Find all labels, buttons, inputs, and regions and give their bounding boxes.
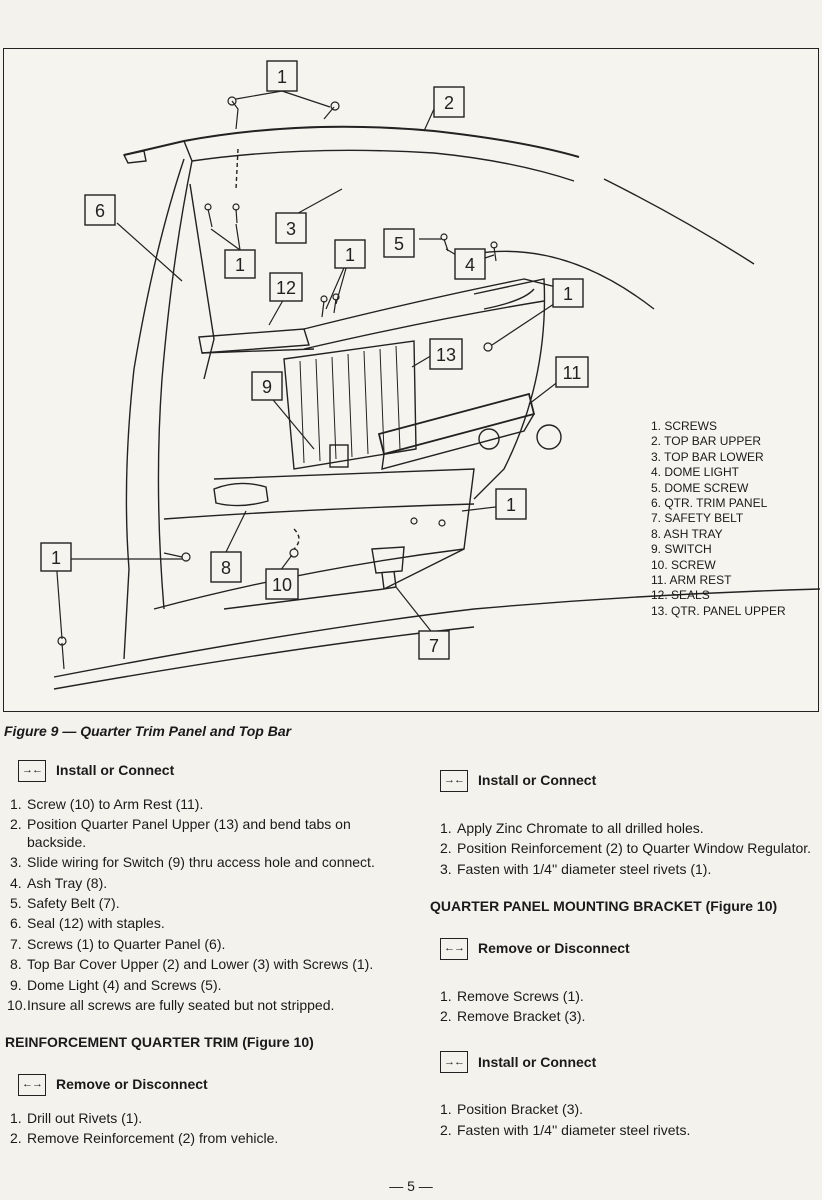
install-connect-icon: →← (18, 760, 46, 782)
callout-3 (276, 213, 306, 243)
svg-text:7: 7 (428, 636, 440, 656)
svg-text:1: 1 (234, 255, 246, 275)
install-or-connect-header-2 (440, 1051, 818, 1073)
svg-text:10: 10 (271, 575, 293, 595)
list-item: 7. Screws (1) to Quarter Panel (6). (10, 935, 226, 952)
legend-item: 4. DOME LIGHT (651, 465, 740, 480)
svg-text:1: 1 (50, 548, 62, 568)
figure-legend (651, 419, 786, 619)
bracket-heading: QUARTER PANEL MOUNTING BRACKET (Figure 10) (430, 898, 778, 915)
list-item: 6. Seal (12) with staples. (10, 915, 165, 932)
legend-item: 5. DOME SCREW (651, 480, 749, 495)
callout-8 (211, 552, 241, 582)
remove-or-disconnect-header (18, 1074, 402, 1096)
list-item: 3. Slide wiring for Switch (9) thru access hole and connect. (10, 854, 375, 871)
legend-item: 3. TOP BAR LOWER (651, 449, 764, 464)
callout-6 (85, 195, 115, 225)
svg-text:8: 8 (220, 558, 232, 578)
legend-item: 13. QTR. PANEL UPPER (651, 603, 786, 618)
svg-text:1: 1 (344, 245, 356, 265)
list-item: 2. Fasten with 1/4'' diameter steel rivets. (440, 1121, 691, 1138)
list-item: 8. Top Bar Cover Upper (2) and Lower (3) with Screws (1). (10, 956, 374, 973)
right-column (430, 770, 818, 1142)
callout-5 (384, 229, 414, 257)
list-item: 1. Apply Zinc Chromate to all drilled holes. (440, 820, 704, 836)
list-item: 2. Position Quarter Panel Upper (13) and bend tabs on backside. (10, 816, 351, 850)
remove-disconnect-label: Remove or Disconnect (478, 939, 630, 956)
svg-text:1: 1 (562, 284, 574, 304)
left-column (5, 760, 402, 1151)
callout-1-top (267, 61, 297, 91)
callout-1-sill (41, 543, 71, 571)
install-or-connect-header (18, 760, 402, 782)
svg-text:4: 4 (464, 255, 476, 275)
svg-text:3: 3 (285, 219, 297, 239)
install-steps-list (7, 796, 402, 1014)
remove-steps-list (440, 988, 818, 1026)
install-connect-label: Install or Connect (56, 762, 175, 779)
svg-text:11: 11 (562, 363, 582, 383)
list-item: 10. Insure all screws are fully seated but not stripped. (7, 997, 335, 1014)
callout-12 (270, 273, 302, 301)
legend-item: 10. SCREW (651, 557, 716, 572)
remove-disconnect-label: Remove or Disconnect (56, 1076, 208, 1093)
legend-item: 7. SAFETY BELT (651, 511, 744, 526)
remove-disconnect-icon: ←→ (440, 938, 468, 960)
callout-7 (419, 631, 449, 659)
install-connect-label: Install or Connect (478, 772, 597, 789)
callout-1-pillar (225, 250, 255, 278)
list-item: 1. Screw (10) to Arm Rest (11). (10, 796, 204, 812)
legend-item: 12. SEALS (651, 588, 710, 603)
install-or-connect-header (440, 770, 818, 792)
callout-13 (430, 339, 462, 369)
legend-item: 9. SWITCH (651, 542, 712, 557)
legend-item: 6. QTR. TRIM PANEL (651, 496, 768, 511)
page-number: — 5 — (389, 1178, 433, 1194)
svg-text:6: 6 (94, 201, 106, 221)
figure-caption: Figure 9 — Quarter Trim Panel and Top Bar (4, 723, 292, 739)
install-connect-label: Install or Connect (478, 1053, 597, 1070)
remove-steps-list (10, 1110, 402, 1148)
list-item: 1. Remove Screws (1). (440, 987, 584, 1004)
reinforcement-heading: REINFORCEMENT QUARTER TRIM (Figure 10) (5, 1034, 314, 1051)
legend-item: 1. SCREWS (651, 419, 718, 433)
list-item: 1. Drill out Rivets (1). (10, 1109, 143, 1126)
install-steps-list (440, 820, 818, 878)
callout-11 (556, 357, 588, 387)
list-item: 9. Dome Light (4) and Screws (5). (10, 976, 222, 993)
callout-1-armrest (496, 489, 526, 519)
callout-10 (266, 569, 298, 599)
list-item: 1. Position Bracket (3). (440, 1101, 584, 1118)
install-steps-list-2 (440, 1101, 818, 1139)
list-item: 4. Ash Tray (8). (10, 874, 108, 891)
legend-item: 2. TOP BAR UPPER (651, 434, 762, 449)
remove-or-disconnect-header (440, 938, 818, 960)
svg-text:1: 1 (276, 67, 288, 87)
callout-2 (434, 87, 464, 117)
svg-text:1: 1 (505, 495, 517, 515)
callout-4 (455, 249, 485, 279)
install-connect-icon: →← (440, 770, 468, 792)
callout-1-upper (335, 240, 365, 268)
legend-item: 8. ASH TRAY (651, 526, 723, 541)
callout-1-door (553, 279, 583, 307)
list-item: 2. Position Reinforcement (2) to Quarter Window Regulator. (440, 840, 812, 857)
list-item: 2. Remove Bracket (3). (440, 1008, 586, 1025)
callout-9 (252, 372, 282, 400)
svg-text:9: 9 (261, 377, 273, 397)
svg-text:5: 5 (393, 234, 405, 254)
legend-item: 11. ARM REST (651, 573, 732, 588)
svg-text:12: 12 (275, 278, 297, 298)
list-item: 2. Remove Reinforcement (2) from vehicle. (10, 1130, 279, 1147)
svg-text:2: 2 (443, 93, 455, 113)
list-item: 3. Fasten with 1/4'' diameter steel rivets (1). (440, 860, 712, 877)
remove-disconnect-icon: ←→ (18, 1074, 46, 1096)
svg-text:13: 13 (435, 345, 457, 365)
figure-frame (3, 48, 819, 712)
install-connect-icon: →← (440, 1051, 468, 1073)
list-item: 5. Safety Belt (7). (10, 895, 120, 912)
